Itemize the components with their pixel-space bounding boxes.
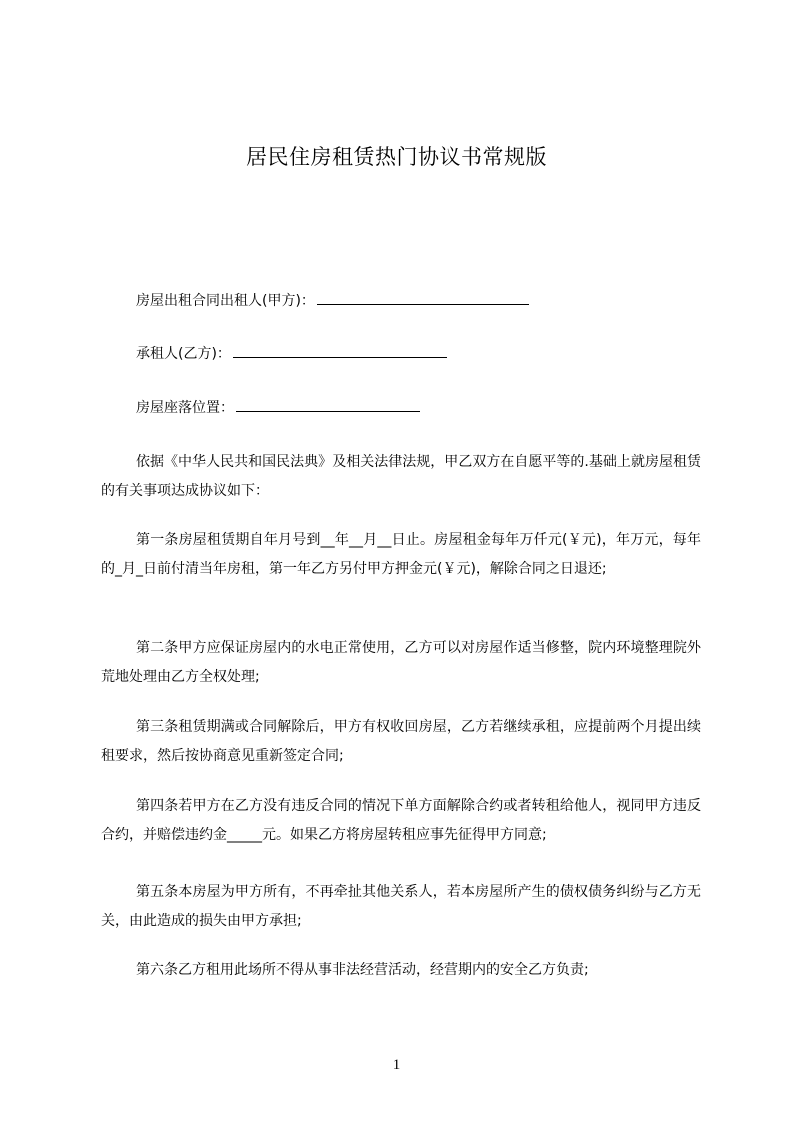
article-1: 第一条房屋租赁期自年月号到__年__月__日止。房屋租金每年万仟元(￥元)，年万元，每年的_月_日前付清当年房租，第一年乙方另付甲方押金元(￥元)，解除合同之日退还; <box>101 532 701 577</box>
article-6: 第六条乙方租用此场所不得从事非法经营活动，经营期内的安全乙方负责; <box>136 962 589 978</box>
lessee-blank <box>233 343 447 358</box>
article-2: 第二条甲方应保证房屋内的水电正常使用，乙方可以对房屋作适当修整，院内环境整理院外荒地处理由乙方全权处理; <box>101 640 701 685</box>
article-5: 第五条本房屋为甲方所有，不再牵扯其他关系人，若本房屋所产生的债权债务纠纷与乙方无关，由此造成的损失由甲方承担; <box>101 884 701 929</box>
lessor-line <box>136 290 529 311</box>
article-4: 第四条若甲方在乙方没有违反合同的情况下单方面解除合约或者转租给他人，视同甲方违反合约，并赔偿违约金_____元。如果乙方将房屋转租应事先征得甲方同意; <box>101 798 701 843</box>
location-blank <box>236 397 420 412</box>
document-title: 居民住房租赁热门协议书常规版 <box>246 145 547 169</box>
lessor-blank <box>317 290 529 305</box>
lessor-label: 房屋出租合同出租人(甲方)： <box>136 293 315 309</box>
location-line <box>136 397 420 418</box>
lessee-label: 承租人(乙方)： <box>136 346 231 362</box>
preamble-paragraph: 依据《中华人民共和国民法典》及相关法律法规，甲乙双方在自愿平等的.基础上就房屋租赁的有关事项达成协议如下： <box>101 454 701 499</box>
location-label: 房屋座落位置： <box>136 400 234 416</box>
article-3: 第三条租赁期满或合同解除后，甲方有权收回房屋，乙方若继续承租，应提前两个月提出续租要求，然后按协商意见重新签定合同; <box>101 719 701 764</box>
lessee-line <box>136 343 447 364</box>
page-number: 1 <box>392 1057 401 1073</box>
